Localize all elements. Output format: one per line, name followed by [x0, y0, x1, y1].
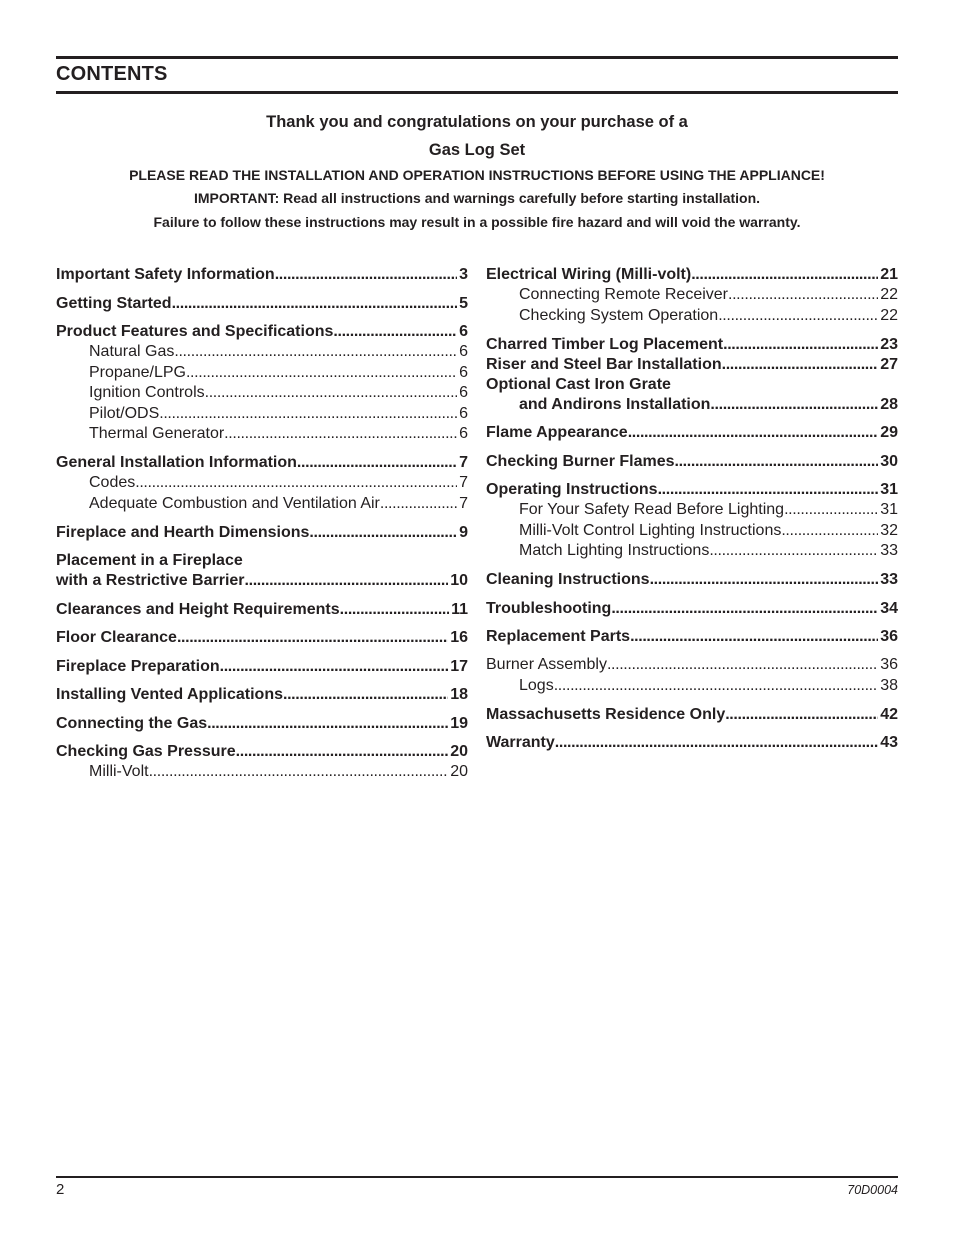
toc-entry[interactable]: Installing Vented Applications . . . 18 — [56, 685, 468, 705]
toc-left-column — [56, 265, 468, 783]
toc-entry[interactable]: Charred Timber Log Placement . . . 23 — [486, 335, 898, 355]
toc-entry[interactable]: Floor Clearance . . . 16 — [56, 628, 468, 648]
page-number: 2 — [56, 1181, 65, 1198]
toc-entry[interactable]: Product Features and Specifications . . . 6 — [56, 322, 468, 342]
toc-entry[interactable]: Fireplace Preparation . . . 17 — [56, 657, 468, 677]
toc-entry[interactable]: Cleaning Instructions . . . 33 — [486, 570, 898, 590]
toc-entry[interactable]: Replacement Parts . . . 36 — [486, 627, 898, 647]
top-rule — [56, 56, 898, 59]
toc-entry[interactable]: and Andirons Installation . . . 28 — [486, 395, 898, 415]
toc-entry[interactable]: General Installation Information . . . 7 — [56, 453, 468, 473]
toc-subentry[interactable]: Ignition Controls . . . 6 — [56, 383, 468, 404]
toc-entry[interactable]: Warranty . . . 43 — [486, 733, 898, 753]
toc-subentry[interactable]: Burner Assembly . . . 36 — [486, 655, 898, 676]
toc-entry[interactable]: Important Safety Information . . . 3 — [56, 265, 468, 285]
toc-subentry[interactable]: Checking System Operation . . . 22 — [486, 306, 898, 327]
toc-subentry[interactable]: For Your Safety Read Before Lighting . . . 31 — [486, 500, 898, 521]
toc-subentry[interactable]: Adequate Combustion and Ventilation Air . . . 7 — [56, 494, 468, 515]
toc-entry[interactable]: Electrical Wiring (Milli-volt) . . . 21 — [486, 265, 898, 285]
toc-subentry[interactable]: Match Lighting Instructions . . . 33 — [486, 541, 898, 562]
toc-entry[interactable]: Riser and Steel Bar Installation . . . 27 — [486, 355, 898, 375]
toc-subentry[interactable]: Logs . . . 38 — [486, 676, 898, 697]
toc-subentry[interactable]: Natural Gas . . . 6 — [56, 342, 468, 363]
intro-thanks: Thank you and congratulations on your purchase of a — [266, 113, 688, 131]
toc-subentry[interactable]: Pilot/ODS . . . 6 — [56, 404, 468, 425]
toc-subentry[interactable]: Thermal Generator . . . 6 — [56, 424, 468, 445]
footer-rule — [56, 1176, 898, 1178]
toc-entry[interactable]: Massachusetts Residence Only . . . 42 — [486, 705, 898, 725]
toc-entry-heading: Placement in a Fireplace — [56, 552, 243, 569]
toc-subentry[interactable]: Milli-Volt Control Lighting Instructions . . . 32 — [486, 521, 898, 542]
toc-subentry[interactable]: Milli-Volt . . . 20 — [56, 762, 468, 783]
intro-important: IMPORTANT: Read all instructions and warnings carefully before starting installation. — [193, 190, 761, 206]
intro-please-read: PLEASE READ THE INSTALLATION AND OPERATION INSTRUCTIONS BEFORE USING THE APPLIANCE! — [129, 167, 825, 183]
toc-entry[interactable]: Operating Instructions . . . 31 — [486, 480, 898, 500]
toc-entry[interactable]: Flame Appearance . . . 29 — [486, 423, 898, 443]
toc-entry[interactable]: Clearances and Height Requirements . . . 11 — [56, 600, 468, 620]
document-code: 70D0004 — [847, 1183, 898, 1197]
toc-entry-heading: Optional Cast Iron Grate — [486, 375, 671, 393]
toc-subentry[interactable]: Propane/LPG . . . 6 — [56, 363, 468, 384]
toc-right-column — [486, 265, 898, 753]
intro-product: Gas Log Set — [428, 141, 526, 159]
page-title: CONTENTS — [56, 63, 168, 85]
toc-entry[interactable]: with a Restrictive Barrier . . . 10 — [56, 571, 468, 591]
title-rule — [56, 91, 898, 94]
toc-subentry[interactable]: Codes . . . 7 — [56, 473, 468, 494]
toc-subentry[interactable]: Connecting Remote Receiver . . . 22 — [486, 285, 898, 306]
toc-entry[interactable]: Checking Burner Flames . . . 30 — [486, 452, 898, 472]
toc-entry[interactable]: Connecting the Gas . . . 19 — [56, 714, 468, 734]
toc-entry[interactable]: Checking Gas Pressure . . . 20 — [56, 742, 468, 762]
toc-entry[interactable]: Troubleshooting . . . 34 — [486, 599, 898, 619]
toc-entry[interactable]: Getting Started . . . 5 — [56, 294, 468, 314]
intro-failure-warning: Failure to follow these instructions may result in a possible fire hazard and will void the warranty. — [153, 214, 801, 230]
toc-entry[interactable]: Fireplace and Hearth Dimensions . . . 9 — [56, 523, 468, 543]
